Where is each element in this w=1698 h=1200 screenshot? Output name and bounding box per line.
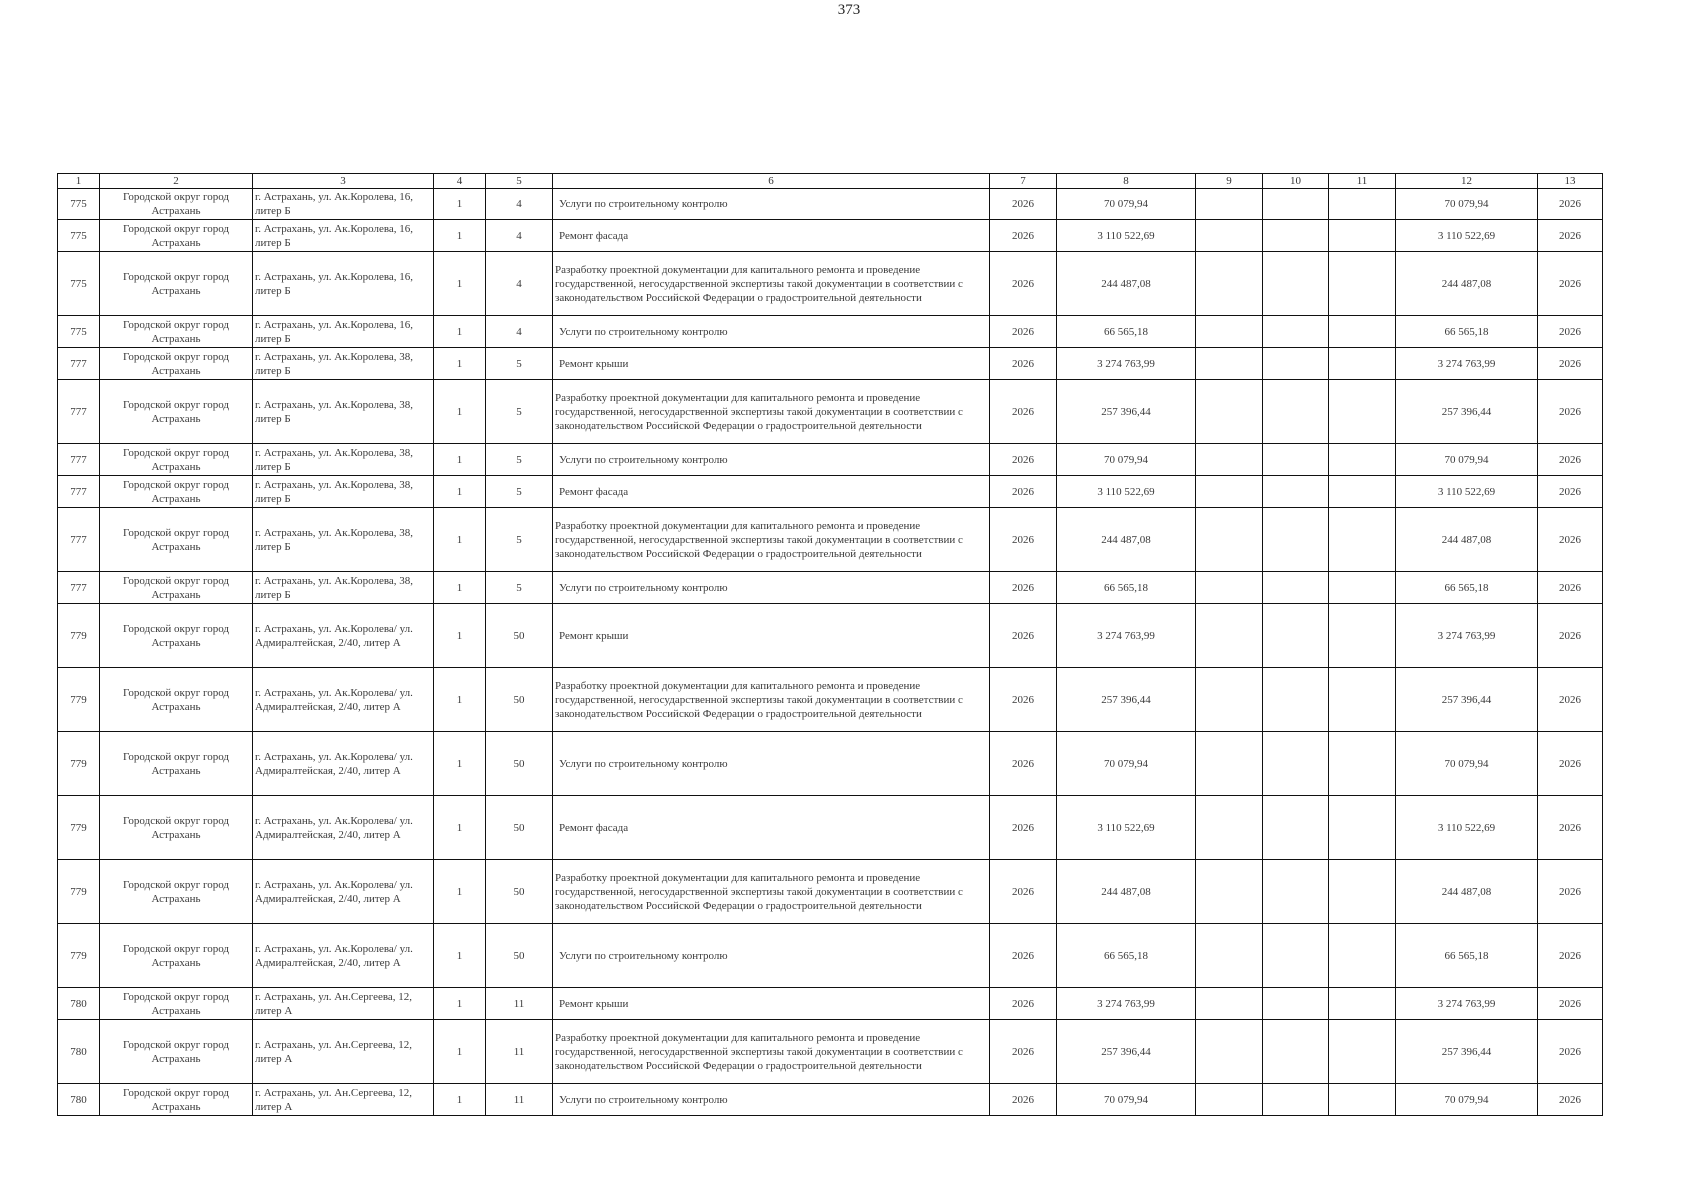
col-11-cell bbox=[1329, 380, 1396, 444]
work-type-cell: Услуги по строительному контролю bbox=[553, 572, 990, 604]
amount-cell: 244 487,08 bbox=[1057, 252, 1196, 316]
col-4-cell: 1 bbox=[434, 380, 486, 444]
address-cell: г. Астрахань, ул. Ак.Королева/ ул. Адмиралтейская, 2/40, литер А bbox=[253, 604, 434, 668]
col-11-cell bbox=[1329, 220, 1396, 252]
table-row bbox=[58, 380, 1603, 444]
col-4-cell: 1 bbox=[434, 220, 486, 252]
col-9-cell bbox=[1196, 380, 1263, 444]
col-10-cell bbox=[1263, 924, 1329, 988]
work-type-cell: Ремонт крыши bbox=[553, 988, 990, 1020]
amount-cell: 66 565,18 bbox=[1057, 924, 1196, 988]
row-number-cell: 775 bbox=[58, 316, 100, 348]
completion-year-cell: 2026 bbox=[1538, 668, 1603, 732]
col-4-cell: 1 bbox=[434, 796, 486, 860]
work-type-cell: Ремонт крыши bbox=[553, 604, 990, 668]
completion-year-cell: 2026 bbox=[1538, 252, 1603, 316]
municipality-cell: Городской округ город Астрахань bbox=[100, 348, 253, 380]
col-7-cell: 2026 bbox=[990, 220, 1057, 252]
row-number-cell: 779 bbox=[58, 924, 100, 988]
col-9-cell bbox=[1196, 668, 1263, 732]
col-11-cell bbox=[1329, 1020, 1396, 1084]
col-4-cell: 1 bbox=[434, 668, 486, 732]
amount-cell: 3 274 763,99 bbox=[1057, 988, 1196, 1020]
col-5-cell: 50 bbox=[486, 668, 553, 732]
municipality-cell: Городской округ город Астрахань bbox=[100, 508, 253, 572]
col-10-cell bbox=[1263, 380, 1329, 444]
col-5-cell: 50 bbox=[486, 732, 553, 796]
total-amount-cell: 70 079,94 bbox=[1396, 444, 1538, 476]
col-9-cell bbox=[1196, 444, 1263, 476]
table-body bbox=[58, 189, 1603, 1116]
table-row bbox=[58, 508, 1603, 572]
municipality-cell: Городской округ город Астрахань bbox=[100, 572, 253, 604]
total-amount-cell: 244 487,08 bbox=[1396, 252, 1538, 316]
col-9-cell bbox=[1196, 924, 1263, 988]
col-5-cell: 50 bbox=[486, 796, 553, 860]
col-9-cell bbox=[1196, 476, 1263, 508]
amount-cell: 3 110 522,69 bbox=[1057, 220, 1196, 252]
col-10-cell bbox=[1263, 220, 1329, 252]
work-type-cell: Услуги по строительному контролю bbox=[553, 189, 990, 220]
col-10-cell bbox=[1263, 604, 1329, 668]
col-9-cell bbox=[1196, 252, 1263, 316]
column-header: 4 bbox=[434, 174, 486, 189]
row-number-cell: 780 bbox=[58, 1020, 100, 1084]
col-11-cell bbox=[1329, 476, 1396, 508]
table-row bbox=[58, 316, 1603, 348]
amount-cell: 3 274 763,99 bbox=[1057, 348, 1196, 380]
municipality-cell: Городской округ город Астрахань bbox=[100, 1020, 253, 1084]
col-7-cell: 2026 bbox=[990, 189, 1057, 220]
col-5-cell: 5 bbox=[486, 444, 553, 476]
table-row bbox=[58, 796, 1603, 860]
col-9-cell bbox=[1196, 316, 1263, 348]
col-10-cell bbox=[1263, 572, 1329, 604]
col-7-cell: 2026 bbox=[990, 796, 1057, 860]
address-cell: г. Астрахань, ул. Ан.Сергеева, 12, литер А bbox=[253, 1020, 434, 1084]
col-11-cell bbox=[1329, 796, 1396, 860]
col-5-cell: 5 bbox=[486, 508, 553, 572]
work-type-cell: Услуги по строительному контролю bbox=[553, 732, 990, 796]
column-header: 10 bbox=[1263, 174, 1329, 189]
completion-year-cell: 2026 bbox=[1538, 220, 1603, 252]
col-10-cell bbox=[1263, 1020, 1329, 1084]
work-type-cell: Разработку проектной документации для капитального ремонта и проведение государственной, негосударственной экспертизы такой документации в соответствии с законодательством Российской Федерации о градостроительной деятельности bbox=[553, 668, 990, 732]
work-type-cell: Ремонт фасада bbox=[553, 476, 990, 508]
col-9-cell bbox=[1196, 189, 1263, 220]
column-header: 11 bbox=[1329, 174, 1396, 189]
table-row bbox=[58, 252, 1603, 316]
col-11-cell bbox=[1329, 444, 1396, 476]
address-cell: г. Астрахань, ул. Ак.Королева, 38, литер Б bbox=[253, 476, 434, 508]
col-5-cell: 50 bbox=[486, 860, 553, 924]
address-cell: г. Астрахань, ул. Ак.Королева, 38, литер Б bbox=[253, 348, 434, 380]
address-cell: г. Астрахань, ул. Ак.Королева/ ул. Адмиралтейская, 2/40, литер А bbox=[253, 796, 434, 860]
table-row bbox=[58, 572, 1603, 604]
col-9-cell bbox=[1196, 220, 1263, 252]
table-row bbox=[58, 924, 1603, 988]
row-number-cell: 779 bbox=[58, 796, 100, 860]
work-type-cell: Услуги по строительному контролю bbox=[553, 1084, 990, 1116]
address-cell: г. Астрахань, ул. Ан.Сергеева, 12, литер А bbox=[253, 988, 434, 1020]
total-amount-cell: 66 565,18 bbox=[1396, 924, 1538, 988]
table-row bbox=[58, 1020, 1603, 1084]
total-amount-cell: 257 396,44 bbox=[1396, 668, 1538, 732]
col-4-cell: 1 bbox=[434, 444, 486, 476]
repair-register-table bbox=[57, 173, 1603, 1116]
col-11-cell bbox=[1329, 988, 1396, 1020]
col-9-cell bbox=[1196, 1020, 1263, 1084]
work-type-cell: Услуги по строительному контролю bbox=[553, 924, 990, 988]
municipality-cell: Городской округ город Астрахань bbox=[100, 220, 253, 252]
completion-year-cell: 2026 bbox=[1538, 316, 1603, 348]
total-amount-cell: 3 274 763,99 bbox=[1396, 348, 1538, 380]
municipality-cell: Городской округ город Астрахань bbox=[100, 668, 253, 732]
col-4-cell: 1 bbox=[434, 316, 486, 348]
total-amount-cell: 70 079,94 bbox=[1396, 1084, 1538, 1116]
col-4-cell: 1 bbox=[434, 252, 486, 316]
col-7-cell: 2026 bbox=[990, 348, 1057, 380]
col-10-cell bbox=[1263, 988, 1329, 1020]
col-9-cell bbox=[1196, 796, 1263, 860]
municipality-cell: Городской округ город Астрахань bbox=[100, 860, 253, 924]
col-7-cell: 2026 bbox=[990, 988, 1057, 1020]
address-cell: г. Астрахань, ул. Ак.Королева, 38, литер Б bbox=[253, 444, 434, 476]
total-amount-cell: 257 396,44 bbox=[1396, 1020, 1538, 1084]
completion-year-cell: 2026 bbox=[1538, 348, 1603, 380]
col-4-cell: 1 bbox=[434, 476, 486, 508]
col-11-cell bbox=[1329, 668, 1396, 732]
row-number-cell: 779 bbox=[58, 668, 100, 732]
completion-year-cell: 2026 bbox=[1538, 1084, 1603, 1116]
col-11-cell bbox=[1329, 572, 1396, 604]
address-cell: г. Астрахань, ул. Ак.Королева, 16, литер Б bbox=[253, 316, 434, 348]
completion-year-cell: 2026 bbox=[1538, 924, 1603, 988]
col-10-cell bbox=[1263, 1084, 1329, 1116]
address-cell: г. Астрахань, ул. Ак.Королева/ ул. Адмиралтейская, 2/40, литер А bbox=[253, 924, 434, 988]
col-7-cell: 2026 bbox=[990, 316, 1057, 348]
row-number-cell: 780 bbox=[58, 1084, 100, 1116]
completion-year-cell: 2026 bbox=[1538, 732, 1603, 796]
completion-year-cell: 2026 bbox=[1538, 604, 1603, 668]
address-cell: г. Астрахань, ул. Ак.Королева, 16, литер Б bbox=[253, 189, 434, 220]
municipality-cell: Городской округ город Астрахань bbox=[100, 316, 253, 348]
table-row bbox=[58, 348, 1603, 380]
col-5-cell: 5 bbox=[486, 476, 553, 508]
amount-cell: 66 565,18 bbox=[1057, 316, 1196, 348]
total-amount-cell: 3 110 522,69 bbox=[1396, 796, 1538, 860]
column-header: 3 bbox=[253, 174, 434, 189]
completion-year-cell: 2026 bbox=[1538, 380, 1603, 444]
col-10-cell bbox=[1263, 508, 1329, 572]
col-10-cell bbox=[1263, 476, 1329, 508]
work-type-cell: Ремонт фасада bbox=[553, 220, 990, 252]
address-cell: г. Астрахань, ул. Ак.Королева, 38, литер Б bbox=[253, 380, 434, 444]
municipality-cell: Городской округ город Астрахань bbox=[100, 189, 253, 220]
amount-cell: 257 396,44 bbox=[1057, 668, 1196, 732]
col-7-cell: 2026 bbox=[990, 380, 1057, 444]
col-7-cell: 2026 bbox=[990, 604, 1057, 668]
col-7-cell: 2026 bbox=[990, 252, 1057, 316]
col-9-cell bbox=[1196, 860, 1263, 924]
col-5-cell: 11 bbox=[486, 1020, 553, 1084]
address-cell: г. Астрахань, ул. Ан.Сергеева, 12, литер А bbox=[253, 1084, 434, 1116]
completion-year-cell: 2026 bbox=[1538, 860, 1603, 924]
total-amount-cell: 66 565,18 bbox=[1396, 572, 1538, 604]
completion-year-cell: 2026 bbox=[1538, 1020, 1603, 1084]
total-amount-cell: 70 079,94 bbox=[1396, 732, 1538, 796]
col-10-cell bbox=[1263, 348, 1329, 380]
completion-year-cell: 2026 bbox=[1538, 572, 1603, 604]
col-7-cell: 2026 bbox=[990, 444, 1057, 476]
total-amount-cell: 3 110 522,69 bbox=[1396, 476, 1538, 508]
col-4-cell: 1 bbox=[434, 988, 486, 1020]
col-4-cell: 1 bbox=[434, 604, 486, 668]
col-11-cell bbox=[1329, 189, 1396, 220]
amount-cell: 3 110 522,69 bbox=[1057, 796, 1196, 860]
col-11-cell bbox=[1329, 604, 1396, 668]
column-header: 12 bbox=[1396, 174, 1538, 189]
col-5-cell: 11 bbox=[486, 988, 553, 1020]
table-row bbox=[58, 476, 1603, 508]
work-type-cell: Разработку проектной документации для капитального ремонта и проведение государственной, негосударственной экспертизы такой документации в соответствии с законодательством Российской Федерации о градостроительной деятельности bbox=[553, 1020, 990, 1084]
municipality-cell: Городской округ город Астрахань bbox=[100, 732, 253, 796]
municipality-cell: Городской округ город Астрахань bbox=[100, 476, 253, 508]
row-number-cell: 777 bbox=[58, 572, 100, 604]
table-row bbox=[58, 189, 1603, 220]
col-4-cell: 1 bbox=[434, 572, 486, 604]
work-type-cell: Разработку проектной документации для капитального ремонта и проведение государственной, негосударственной экспертизы такой документации в соответствии с законодательством Российской Федерации о градостроительной деятельности bbox=[553, 860, 990, 924]
amount-cell: 244 487,08 bbox=[1057, 860, 1196, 924]
completion-year-cell: 2026 bbox=[1538, 988, 1603, 1020]
amount-cell: 244 487,08 bbox=[1057, 508, 1196, 572]
column-header: 9 bbox=[1196, 174, 1263, 189]
address-cell: г. Астрахань, ул. Ак.Королева/ ул. Адмиралтейская, 2/40, литер А bbox=[253, 860, 434, 924]
row-number-cell: 777 bbox=[58, 508, 100, 572]
col-5-cell: 5 bbox=[486, 348, 553, 380]
col-10-cell bbox=[1263, 860, 1329, 924]
row-number-cell: 777 bbox=[58, 476, 100, 508]
col-9-cell bbox=[1196, 732, 1263, 796]
row-number-cell: 777 bbox=[58, 380, 100, 444]
col-11-cell bbox=[1329, 1084, 1396, 1116]
col-5-cell: 4 bbox=[486, 316, 553, 348]
col-9-cell bbox=[1196, 508, 1263, 572]
col-11-cell bbox=[1329, 252, 1396, 316]
col-11-cell bbox=[1329, 316, 1396, 348]
column-header: 1 bbox=[58, 174, 100, 189]
col-7-cell: 2026 bbox=[990, 1084, 1057, 1116]
col-7-cell: 2026 bbox=[990, 860, 1057, 924]
work-type-cell: Ремонт фасада bbox=[553, 796, 990, 860]
col-4-cell: 1 bbox=[434, 924, 486, 988]
address-cell: г. Астрахань, ул. Ак.Королева, 16, литер Б bbox=[253, 252, 434, 316]
total-amount-cell: 3 274 763,99 bbox=[1396, 604, 1538, 668]
column-header: 2 bbox=[100, 174, 253, 189]
total-amount-cell: 244 487,08 bbox=[1396, 508, 1538, 572]
col-10-cell bbox=[1263, 444, 1329, 476]
col-10-cell bbox=[1263, 796, 1329, 860]
row-number-cell: 780 bbox=[58, 988, 100, 1020]
col-7-cell: 2026 bbox=[990, 1020, 1057, 1084]
completion-year-cell: 2026 bbox=[1538, 476, 1603, 508]
col-11-cell bbox=[1329, 348, 1396, 380]
col-11-cell bbox=[1329, 732, 1396, 796]
amount-cell: 70 079,94 bbox=[1057, 189, 1196, 220]
col-4-cell: 1 bbox=[434, 1084, 486, 1116]
total-amount-cell: 66 565,18 bbox=[1396, 316, 1538, 348]
work-type-cell: Услуги по строительному контролю bbox=[553, 444, 990, 476]
col-4-cell: 1 bbox=[434, 732, 486, 796]
work-type-cell: Разработку проектной документации для капитального ремонта и проведение государственной, негосударственной экспертизы такой документации в соответствии с законодательством Российской Федерации о градостроительной деятельности bbox=[553, 252, 990, 316]
col-5-cell: 4 bbox=[486, 252, 553, 316]
amount-cell: 66 565,18 bbox=[1057, 572, 1196, 604]
col-9-cell bbox=[1196, 604, 1263, 668]
municipality-cell: Городской округ город Астрахань bbox=[100, 444, 253, 476]
completion-year-cell: 2026 bbox=[1538, 796, 1603, 860]
work-type-cell: Услуги по строительному контролю bbox=[553, 316, 990, 348]
row-number-cell: 775 bbox=[58, 252, 100, 316]
table-row bbox=[58, 220, 1603, 252]
work-type-cell: Разработку проектной документации для капитального ремонта и проведение государственной, негосударственной экспертизы такой документации в соответствии с законодательством Российской Федерации о градостроительной деятельности bbox=[553, 380, 990, 444]
col-4-cell: 1 bbox=[434, 1020, 486, 1084]
column-header: 13 bbox=[1538, 174, 1603, 189]
address-cell: г. Астрахань, ул. Ак.Королева/ ул. Адмиралтейская, 2/40, литер А bbox=[253, 668, 434, 732]
municipality-cell: Городской округ город Астрахань bbox=[100, 380, 253, 444]
address-cell: г. Астрахань, ул. Ак.Королева, 38, литер Б bbox=[253, 572, 434, 604]
col-11-cell bbox=[1329, 508, 1396, 572]
table-row bbox=[58, 860, 1603, 924]
table-row bbox=[58, 668, 1603, 732]
address-cell: г. Астрахань, ул. Ак.Королева, 38, литер Б bbox=[253, 508, 434, 572]
table-row bbox=[58, 988, 1603, 1020]
col-5-cell: 4 bbox=[486, 189, 553, 220]
total-amount-cell: 244 487,08 bbox=[1396, 860, 1538, 924]
municipality-cell: Городской округ город Астрахань bbox=[100, 796, 253, 860]
col-7-cell: 2026 bbox=[990, 668, 1057, 732]
col-10-cell bbox=[1263, 252, 1329, 316]
amount-cell: 257 396,44 bbox=[1057, 380, 1196, 444]
col-5-cell: 5 bbox=[486, 572, 553, 604]
page-number: 373 bbox=[837, 2, 861, 18]
col-9-cell bbox=[1196, 1084, 1263, 1116]
address-cell: г. Астрахань, ул. Ак.Королева, 16, литер Б bbox=[253, 220, 434, 252]
col-4-cell: 1 bbox=[434, 189, 486, 220]
municipality-cell: Городской округ город Астрахань bbox=[100, 604, 253, 668]
col-5-cell: 50 bbox=[486, 604, 553, 668]
col-5-cell: 11 bbox=[486, 1084, 553, 1116]
amount-cell: 70 079,94 bbox=[1057, 732, 1196, 796]
municipality-cell: Городской округ город Астрахань bbox=[100, 988, 253, 1020]
col-10-cell bbox=[1263, 732, 1329, 796]
amount-cell: 70 079,94 bbox=[1057, 1084, 1196, 1116]
col-11-cell bbox=[1329, 860, 1396, 924]
address-cell: г. Астрахань, ул. Ак.Королева/ ул. Адмиралтейская, 2/40, литер А bbox=[253, 732, 434, 796]
total-amount-cell: 3 110 522,69 bbox=[1396, 220, 1538, 252]
col-10-cell bbox=[1263, 189, 1329, 220]
completion-year-cell: 2026 bbox=[1538, 189, 1603, 220]
col-4-cell: 1 bbox=[434, 508, 486, 572]
municipality-cell: Городской округ город Астрахань bbox=[100, 252, 253, 316]
work-type-cell: Ремонт крыши bbox=[553, 348, 990, 380]
work-type-cell: Разработку проектной документации для капитального ремонта и проведение государственной, негосударственной экспертизы такой документации в соответствии с законодательством Российской Федерации о градостроительной деятельности bbox=[553, 508, 990, 572]
total-amount-cell: 70 079,94 bbox=[1396, 189, 1538, 220]
row-number-cell: 779 bbox=[58, 860, 100, 924]
row-number-cell: 775 bbox=[58, 220, 100, 252]
row-number-cell: 775 bbox=[58, 189, 100, 220]
col-5-cell: 5 bbox=[486, 380, 553, 444]
col-10-cell bbox=[1263, 316, 1329, 348]
table-row bbox=[58, 604, 1603, 668]
table-row bbox=[58, 732, 1603, 796]
amount-cell: 3 110 522,69 bbox=[1057, 476, 1196, 508]
row-number-cell: 777 bbox=[58, 444, 100, 476]
col-4-cell: 1 bbox=[434, 860, 486, 924]
col-5-cell: 50 bbox=[486, 924, 553, 988]
completion-year-cell: 2026 bbox=[1538, 444, 1603, 476]
col-4-cell: 1 bbox=[434, 348, 486, 380]
column-header: 7 bbox=[990, 174, 1057, 189]
row-number-cell: 779 bbox=[58, 732, 100, 796]
amount-cell: 3 274 763,99 bbox=[1057, 604, 1196, 668]
total-amount-cell: 3 274 763,99 bbox=[1396, 988, 1538, 1020]
amount-cell: 70 079,94 bbox=[1057, 444, 1196, 476]
col-7-cell: 2026 bbox=[990, 476, 1057, 508]
col-5-cell: 4 bbox=[486, 220, 553, 252]
column-number-row bbox=[58, 174, 1603, 189]
col-10-cell bbox=[1263, 668, 1329, 732]
col-9-cell bbox=[1196, 988, 1263, 1020]
col-7-cell: 2026 bbox=[990, 732, 1057, 796]
col-7-cell: 2026 bbox=[990, 572, 1057, 604]
col-9-cell bbox=[1196, 572, 1263, 604]
table-row bbox=[58, 1084, 1603, 1116]
row-number-cell: 777 bbox=[58, 348, 100, 380]
column-header: 6 bbox=[553, 174, 990, 189]
col-7-cell: 2026 bbox=[990, 508, 1057, 572]
row-number-cell: 779 bbox=[58, 604, 100, 668]
total-amount-cell: 257 396,44 bbox=[1396, 380, 1538, 444]
col-7-cell: 2026 bbox=[990, 924, 1057, 988]
column-header: 8 bbox=[1057, 174, 1196, 189]
column-header: 5 bbox=[486, 174, 553, 189]
table-row bbox=[58, 444, 1603, 476]
col-9-cell bbox=[1196, 348, 1263, 380]
col-11-cell bbox=[1329, 924, 1396, 988]
completion-year-cell: 2026 bbox=[1538, 508, 1603, 572]
amount-cell: 257 396,44 bbox=[1057, 1020, 1196, 1084]
municipality-cell: Городской округ город Астрахань bbox=[100, 924, 253, 988]
municipality-cell: Городской округ город Астрахань bbox=[100, 1084, 253, 1116]
